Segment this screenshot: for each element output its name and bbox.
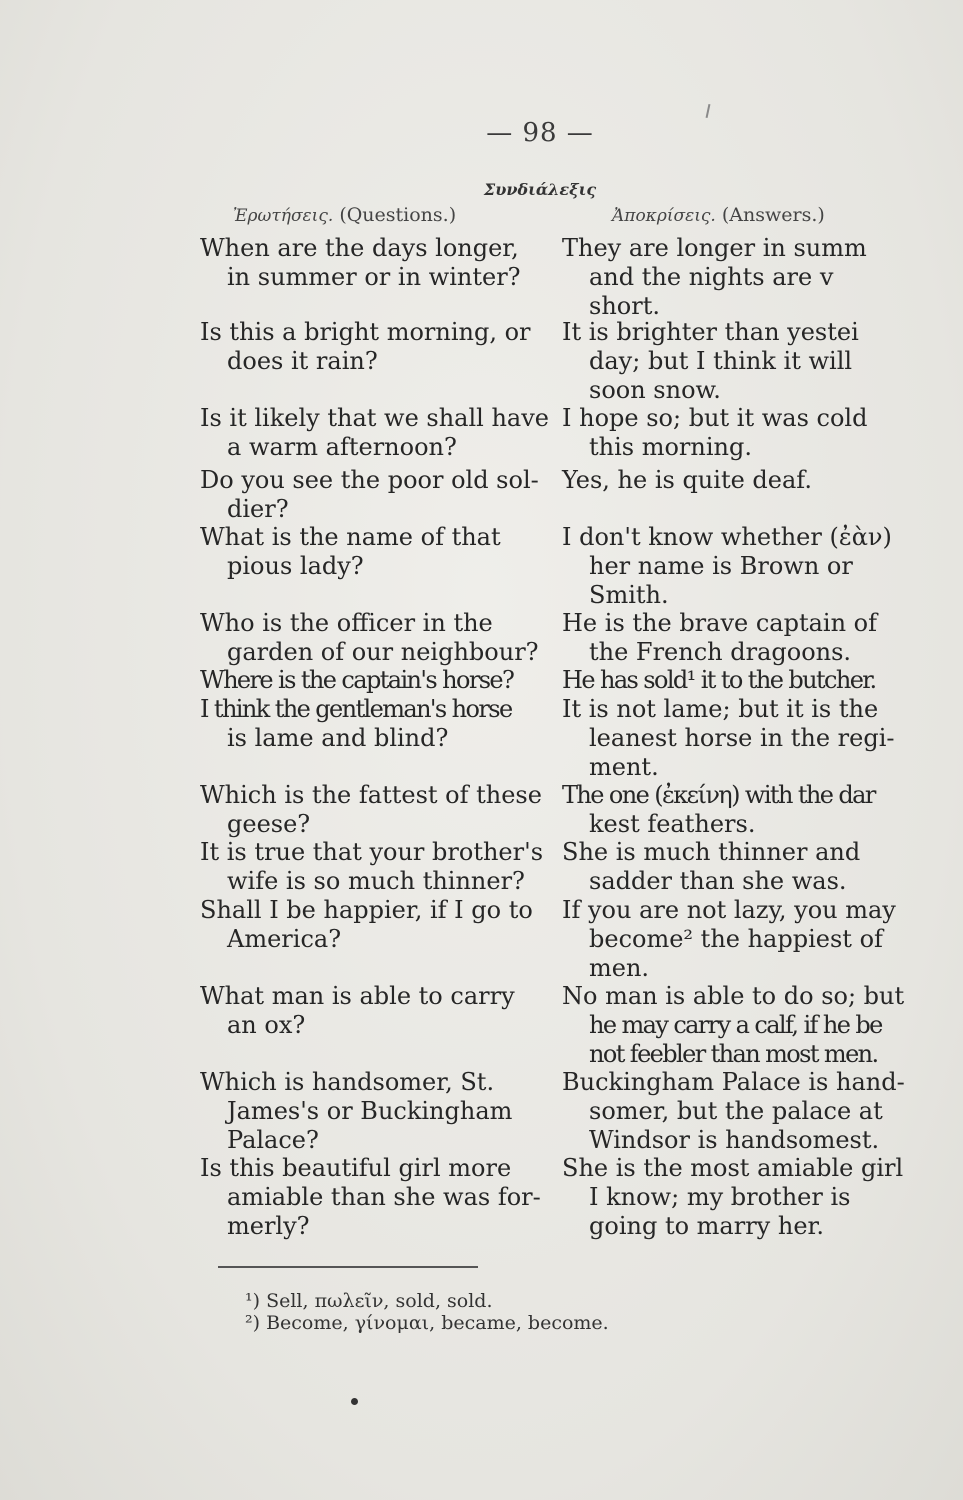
question-5 xyxy=(200,523,540,581)
question-14 xyxy=(200,1154,540,1241)
answer-line: It is not lame; but it is the xyxy=(562,695,879,723)
answer-line: I know; my brother is xyxy=(589,1183,851,1211)
answer-line: sadder than she was. xyxy=(589,867,847,895)
question-line: a warm afternoon? xyxy=(227,433,457,461)
answer-10 xyxy=(562,838,902,896)
answer-line: If you are not lazy, you may xyxy=(562,896,896,924)
answer-line: The one (ἐκείνη) with the dar xyxy=(562,781,875,809)
question-line: Do you see the poor old sol- xyxy=(200,466,539,494)
footnote-text: Sell, πωλεῖν, sold, sold. xyxy=(266,1290,493,1312)
question-line: merly? xyxy=(227,1212,310,1240)
questions-heading-english: (Questions.) xyxy=(339,204,457,226)
question-line: garden of our neighbour? xyxy=(227,638,539,666)
question-line: Is this beautiful girl more xyxy=(200,1154,512,1182)
answer-line: become² the happiest of xyxy=(589,925,883,953)
answer-8 xyxy=(562,695,902,782)
answer-5 xyxy=(562,523,902,610)
answer-line: day; but I think it will xyxy=(589,347,853,375)
answer-line: I don't know whether (ἐὰν) xyxy=(562,523,892,551)
answer-7 xyxy=(562,666,902,695)
question-line: does it rain? xyxy=(227,347,378,375)
pencil-mark xyxy=(706,104,711,118)
answer-1 xyxy=(562,234,902,321)
answer-line: this morning. xyxy=(589,433,752,461)
answer-12 xyxy=(562,982,905,1069)
answers-heading xyxy=(612,204,825,226)
question-line: Is it likely that we shall have xyxy=(200,404,549,432)
answer-11 xyxy=(562,896,902,983)
footnote-mark: ¹) xyxy=(245,1290,261,1312)
answer-line: Smith. xyxy=(589,581,669,609)
answer-line: I hope so; but it was cold xyxy=(562,404,868,432)
questions-heading xyxy=(233,204,456,226)
answer-line: her name is Brown or xyxy=(589,552,853,580)
question-line: amiable than she was for- xyxy=(227,1183,541,1211)
answer-line: the French dragoons. xyxy=(589,638,852,666)
section-title: Συνδιάλεξις xyxy=(483,180,597,199)
question-line: I think the gentleman's horse xyxy=(200,695,512,723)
question-13 xyxy=(200,1068,540,1155)
answer-line: She is much thinner and xyxy=(562,838,861,866)
answer-2 xyxy=(562,318,902,405)
answer-3 xyxy=(562,404,902,462)
answer-line: short. xyxy=(589,292,660,320)
answer-line: somer, but the palace at xyxy=(589,1097,883,1125)
answer-14 xyxy=(562,1154,902,1241)
answer-line: Windsor is handsomest. xyxy=(589,1126,880,1154)
question-line: wife is so much thinner? xyxy=(227,867,525,895)
question-3 xyxy=(200,404,549,462)
page-number: — 98 — xyxy=(486,118,594,148)
question-line: When are the days longer, xyxy=(200,234,519,262)
question-line: an ox? xyxy=(227,1011,306,1039)
answer-13 xyxy=(562,1068,905,1155)
footnote-2 xyxy=(245,1312,609,1334)
question-10 xyxy=(200,838,544,896)
question-line: pious lady? xyxy=(227,552,364,580)
question-line: geese? xyxy=(227,810,311,838)
question-11 xyxy=(200,896,540,954)
answer-6 xyxy=(562,609,902,667)
question-line: James's or Buckingham xyxy=(227,1097,513,1125)
question-line: What is the name of that xyxy=(200,523,501,551)
answer-line: men. xyxy=(589,954,650,982)
answer-line: He has sold¹ it to the butcher. xyxy=(562,666,876,694)
question-line: Who is the officer in the xyxy=(200,609,493,637)
answers-heading-english: (Answers.) xyxy=(721,204,825,226)
answer-line: She is the most amiable girl xyxy=(562,1154,904,1182)
answer-9 xyxy=(562,781,902,839)
question-line: is lame and blind? xyxy=(227,724,449,752)
answer-line: It is brighter than yestei xyxy=(562,318,859,346)
answer-line: kest feathers. xyxy=(589,810,756,838)
answer-line: soon snow. xyxy=(589,376,721,404)
question-line: Which is handsomer, St. xyxy=(200,1068,495,1096)
answer-line: Buckingham Palace is hand- xyxy=(562,1068,905,1096)
answer-line: he may carry a calf, if he be xyxy=(589,1011,882,1039)
question-line: Is this a bright morning, or xyxy=(200,318,531,346)
question-8 xyxy=(200,695,540,753)
question-line: America? xyxy=(227,925,342,953)
footnote-divider xyxy=(218,1266,478,1268)
question-7 xyxy=(200,666,540,695)
answer-line: and the nights are v xyxy=(589,263,834,291)
answer-line: No man is able to do so; but xyxy=(562,982,905,1010)
question-line: What man is able to carry xyxy=(200,982,515,1010)
question-4 xyxy=(200,466,540,524)
answer-line: going to marry her. xyxy=(589,1212,824,1240)
answers-heading-greek: Ἀποκρίσεις. xyxy=(612,206,716,226)
question-line: It is true that your brother's xyxy=(200,838,544,866)
question-2 xyxy=(200,318,540,376)
footnote-text: Become, γίνομαι, became, become. xyxy=(266,1312,609,1334)
question-line: in summer or in winter? xyxy=(227,263,521,291)
answer-4 xyxy=(562,466,902,495)
questions-heading-greek: Ἐρωτήσεις. xyxy=(233,206,334,226)
question-line: Where is the captain's horse? xyxy=(200,666,514,694)
footnote-1 xyxy=(245,1290,493,1312)
answer-line: not feebler than most men. xyxy=(589,1040,878,1068)
answer-line: leanest horse in the regi- xyxy=(589,724,895,752)
question-12 xyxy=(200,982,540,1040)
footnote-mark: ²) xyxy=(245,1312,261,1334)
answer-line: They are longer in summ xyxy=(562,234,867,262)
answer-line: He is the brave captain of xyxy=(562,609,878,637)
question-6 xyxy=(200,609,540,667)
question-9 xyxy=(200,781,540,839)
question-1 xyxy=(200,234,540,292)
question-line: Which is the fattest of these xyxy=(200,781,542,809)
answer-line: Yes, he is quite deaf. xyxy=(562,466,812,494)
question-line: Shall I be happier, if I go to xyxy=(200,896,533,924)
ink-dot xyxy=(351,1398,358,1405)
question-line: dier? xyxy=(227,495,289,523)
answer-line: ment. xyxy=(589,753,659,781)
question-line: Palace? xyxy=(227,1126,319,1154)
